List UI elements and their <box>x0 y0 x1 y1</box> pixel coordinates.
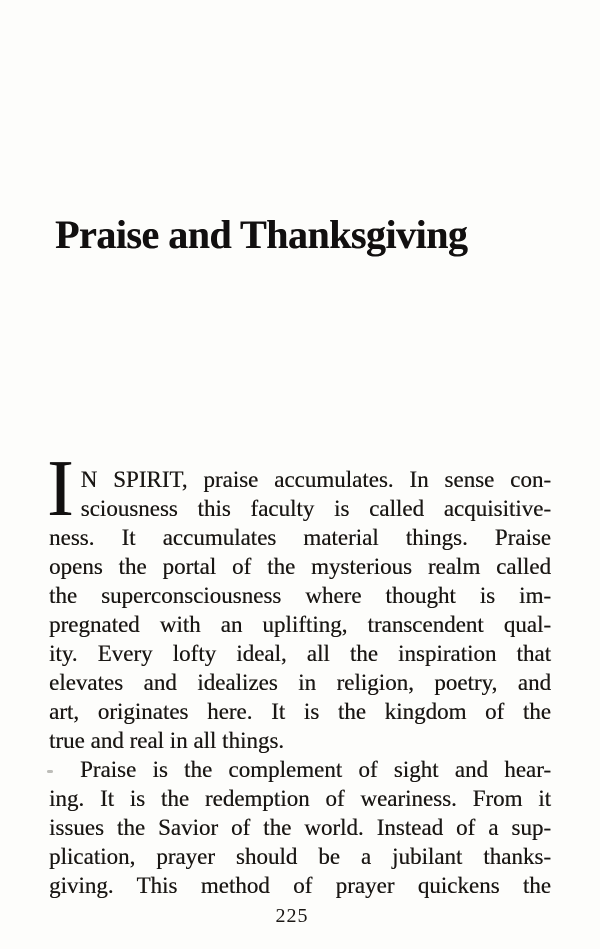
chapter-title: Praise and Thanksgiving <box>55 211 468 257</box>
page-number: 225 <box>275 905 309 927</box>
text-line: sciousness this faculty is called acquisitive- <box>80 496 551 521</box>
text-line: plication, prayer should be a jubilant thanks- <box>49 844 551 869</box>
text-line: ing. It is the redemption of weariness. From it <box>49 786 551 811</box>
text-line: ity. Every lofty ideal, all the inspiration that <box>49 641 551 666</box>
text-line: the superconsciousness where thought is im- <box>49 583 551 608</box>
text-line: N SPIRIT, praise accumulates. In sense con- <box>80 467 551 492</box>
body-text <box>47 445 551 900</box>
text-line-paragraph-end: true and real in all things. <box>49 728 285 753</box>
text-line: giving. This method of prayer quickens the <box>49 873 551 898</box>
scan-artifact-mark <box>47 770 53 773</box>
text-line-paragraph-start: Praise is the complement of sight and hear- <box>80 757 551 782</box>
text-line: ness. It accumulates material things. Praise <box>49 525 551 550</box>
text-line: issues the Savior of the world. Instead of a sup- <box>49 815 551 840</box>
drop-cap: I <box>47 445 74 533</box>
text-line: art, originates here. It is the kingdom of the <box>49 699 551 724</box>
text-line: elevates and idealizes in religion, poetry, and <box>49 670 551 695</box>
text-line: pregnated with an uplifting, transcendent qual- <box>49 612 551 637</box>
text-line: opens the portal of the mysterious realm called <box>49 554 551 579</box>
